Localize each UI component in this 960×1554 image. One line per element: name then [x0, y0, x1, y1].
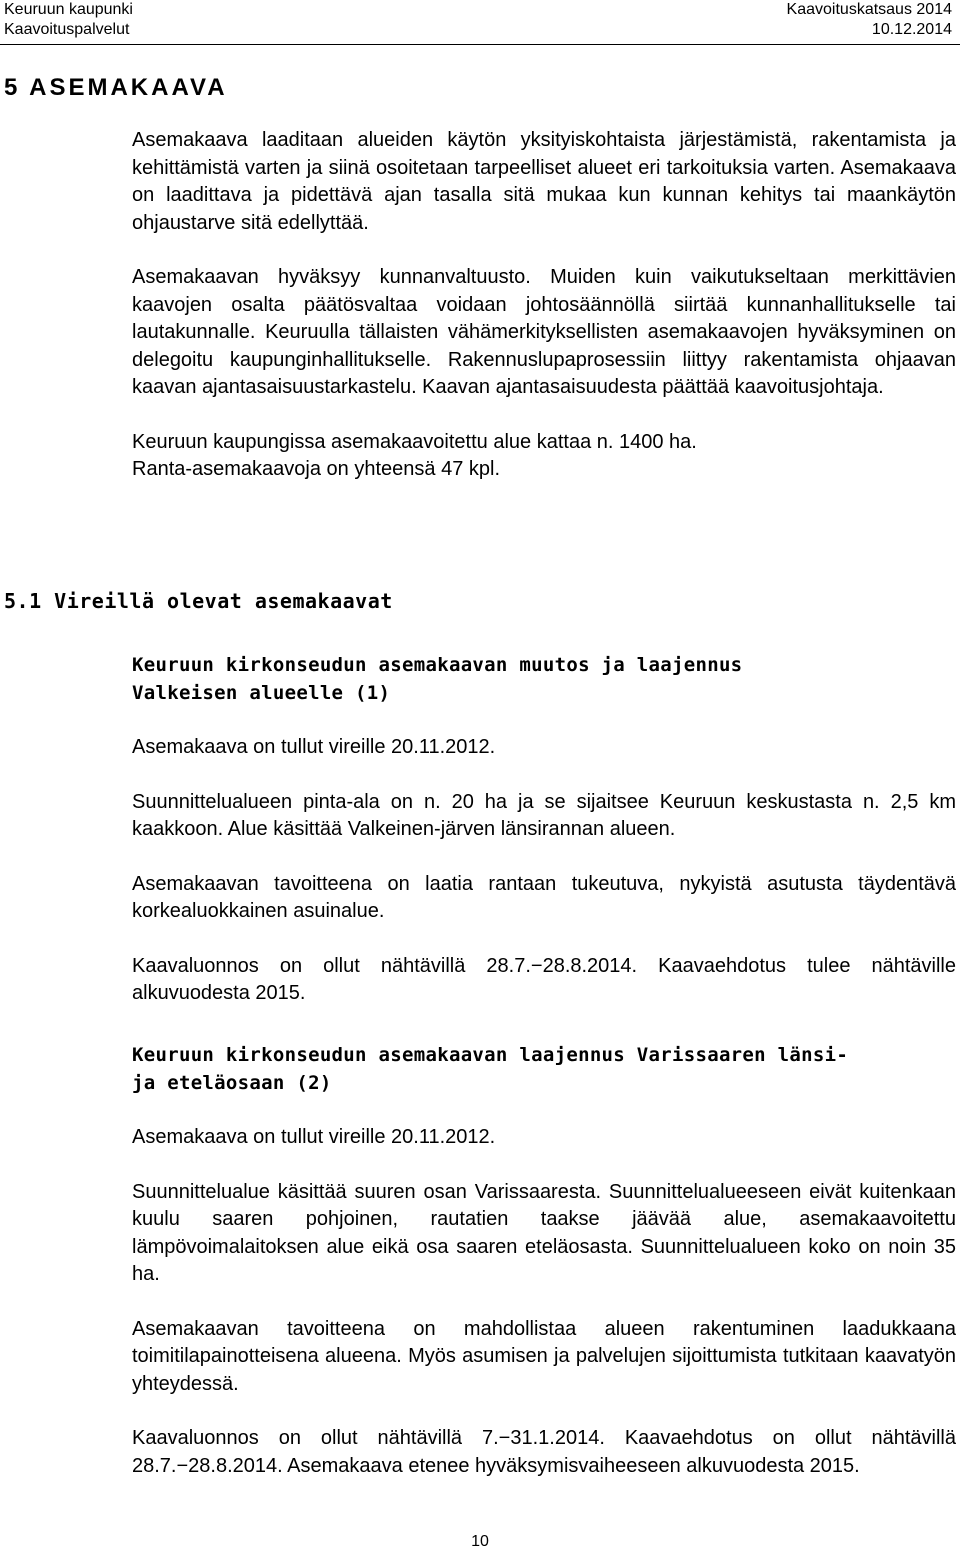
header-divider	[0, 44, 960, 45]
header-document-title: Kaavoituskatsaus 2014	[786, 1, 952, 18]
page-header-left	[4, 0, 133, 40]
header-date: 10.12.2014	[871, 21, 952, 38]
plan-1-paragraph-3: Asemakaavan tavoitteena on laatia rantaan tukeutuva, nykyistä asutusta täydentävä korkealuokkainen asuinalue.	[132, 872, 956, 922]
plan-1-title	[132, 651, 956, 707]
subsection-title: 5.1 Vireillä olevat asemakaavat	[4, 589, 393, 613]
header-organization: Keuruun kaupunki	[4, 1, 133, 18]
plan-1-title-line-2: Valkeisen alueelle (1)	[132, 682, 391, 704]
section-paragraph-3	[132, 429, 956, 484]
page-header-right	[787, 0, 952, 40]
plan-1-paragraph-2: Suunnittelualueen pinta-ala on n. 20 ha ja se sijaitsee Keuruun keskustasta n. 2,5 km kaakkoon. Alue käsittää Valkeinen-järven länsirannan alueen.	[132, 790, 956, 840]
section-body	[132, 127, 956, 511]
plan-2-paragraph-3: Asemakaavan tavoitteena on mahdollistaa alueen rakentuminen laadukkaana toimitilapainotteisena alueena. Myös asumisen ja palvelujen sijoittumista tutkitaan kaavatyön yhteydessä.	[132, 1317, 956, 1395]
plan-2-paragraph-1: Asemakaava on tullut vireille 20.11.2012.	[132, 1126, 496, 1148]
header-department: Kaavoituspalvelut	[4, 21, 130, 38]
plan-1-paragraph-4: Kaavaluonnos on ollut nähtävillä 28.7.−28.8.2014. Kaavaehdotus tulee nähtäville alkuvuodesta 2015.	[132, 954, 956, 1004]
plan-1-title-line-1: Keuruun kirkonseudun asemakaavan muutos ja laajennus	[132, 654, 743, 676]
page-number: 10	[471, 1533, 489, 1550]
section-paragraph-3-line-2: Ranta-asemakaavoja on yhteensä 47 kpl.	[132, 458, 501, 480]
section-paragraph-2: Asemakaavan hyväksyy kunnanvaltuusto. Muiden kuin vaikutukseltaan merkittävien kaavojen osalta päätösvaltaa voidaan johtosäännöllä siirtää kunnanhallitukselle tai lautakunnalle. Keuruulla tällaisten vähämerkityksellisten asemakaavojen hyväksyminen on delegoitu kaupunginhallitukselle. Rakennuslupaprosessiin liittyy rakentamista ohjaavan kaavan ajantasaisuustarkastelu. Kaavan ajantasaisuudesta päättää kaavoitusjohtaja.	[132, 266, 956, 398]
plan-2-title-line-2: ja eteläosaan (2)	[132, 1072, 332, 1094]
plan-1-paragraph-1: Asemakaava on tullut vireille 20.11.2012.	[132, 736, 496, 758]
plan-2-paragraph-2: Suunnittelualue käsittää suuren osan Varissaaresta. Suunnittelualueeseen eivät kuitenkaan kuulu saaren pohjoinen, rautatien taakse jäävää alue, asemakaavoitettu lämpövoimalaitoksen alue eikä osa saaren eteläosasta. Suunnittelualueen koko on noin 35 ha.	[132, 1180, 956, 1285]
section-paragraph-3-line-1: Keuruun kaupungissa asemakaavoitettu alue kattaa n. 1400 ha.	[132, 430, 697, 453]
plan-2-title-line-1: Keuruun kirkonseudun asemakaavan laajennus Varissaaren länsi-	[132, 1044, 849, 1066]
section-paragraph-1: Asemakaava laaditaan alueiden käytön yksityiskohtaista järjestämistä, rakentamista ja kehittämistä varten ja siinä osoitetaan tarpeelliset alueet eri tarkoituksia varten. Asemakaava on laadittava ja pidettävä ajan tasalla sitä mukaa kun kunnan kehitys tai maankäytön ohjaustarve sitä edellyttää.	[132, 129, 956, 234]
section-title: 5 ASEMAKAAVA	[4, 74, 228, 101]
plan-2-paragraph-4: Kaavaluonnos on ollut nähtävillä 7.−31.1.2014. Kaavaehdotus on ollut nähtävillä 28.7.−28.8.2014. Asemakaava etenee hyväksymisvaiheeseen alkuvuodesta 2015.	[132, 1427, 956, 1477]
plan-1	[132, 651, 956, 1035]
plan-2-title	[132, 1041, 956, 1097]
plan-2	[132, 1041, 956, 1507]
